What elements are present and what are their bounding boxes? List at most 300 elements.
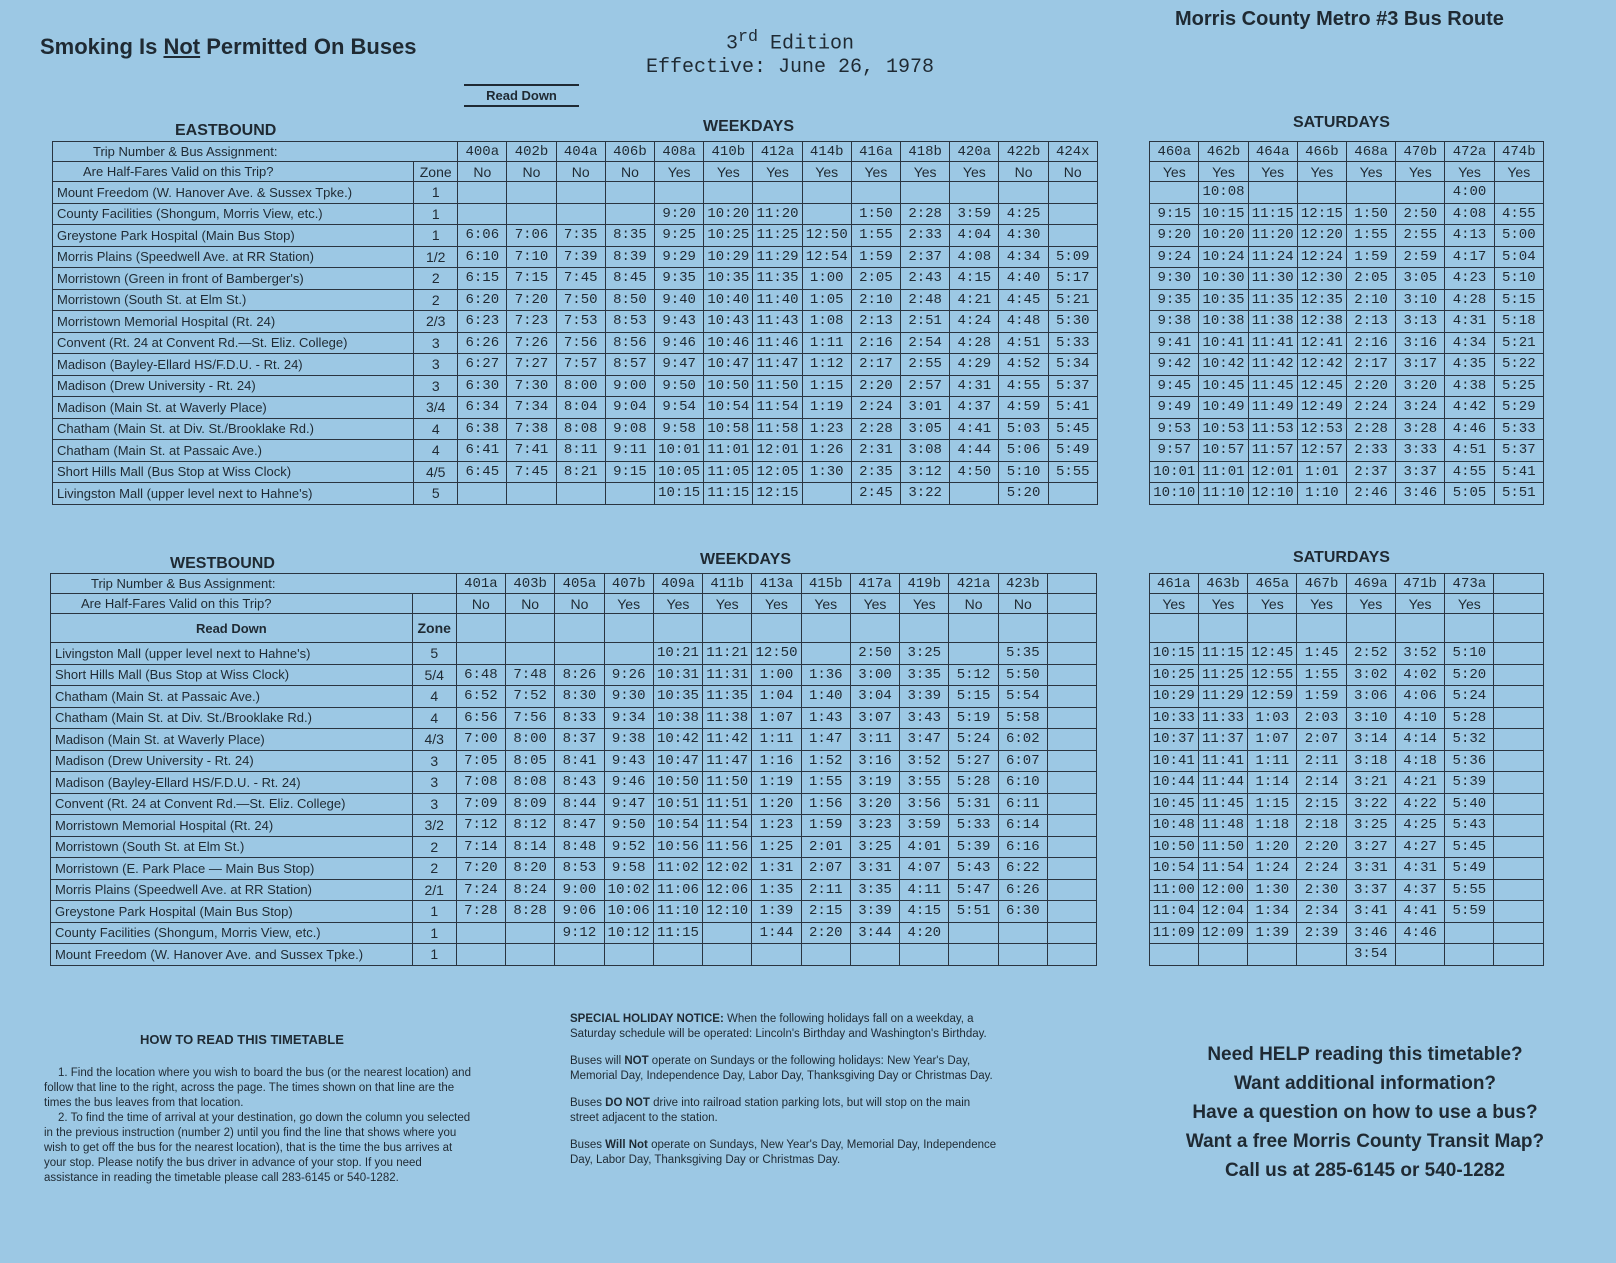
halffare-label: Are Half-Fares Valid on this Trip? (53, 162, 414, 182)
weekday-time: 8:37 (555, 729, 604, 751)
saturday-time: 4:31 (1395, 858, 1444, 880)
weekday-time: 3:23 (850, 815, 899, 837)
weekday-time: 2:45 (851, 483, 900, 505)
eastbound-label: EASTBOUND (175, 122, 277, 139)
trip-number: 406b (605, 142, 654, 162)
saturday-time: 3:10 (1346, 707, 1395, 729)
weekday-time: 1:31 (752, 858, 801, 880)
notice-sundays-pre: Buses will (570, 1055, 625, 1067)
weekday-time (506, 643, 555, 665)
weekday-time: 7:48 (506, 664, 555, 686)
weekday-time: 9:29 (655, 246, 704, 268)
westbound-weekdays-label: WEEKDAYS (700, 551, 791, 568)
saturday-time: 4:35 (1445, 354, 1494, 376)
saturday-time: 2:10 (1347, 289, 1396, 311)
weekday-time (1048, 203, 1097, 225)
weekday-time: 5:20 (999, 483, 1048, 505)
saturday-time: 10:25 (1149, 664, 1198, 686)
weekday-time: 5:06 (999, 440, 1048, 462)
stop-zone: 3 (414, 332, 458, 354)
saturday-time (1494, 922, 1544, 944)
weekday-time (1047, 901, 1096, 923)
weekday-time (801, 944, 850, 966)
notice-sundays-text: operate on Sundays or the following holidays: New Year's Day, Memorial Day, Independence Day, Labor Day, Thanksgiving Day or Christmas Day. (570, 1055, 993, 1082)
weekday-time: 4:04 (950, 225, 999, 247)
weekday-time: 4:08 (950, 246, 999, 268)
saturday-time (1494, 729, 1544, 751)
weekday-time: 10:06 (604, 901, 653, 923)
column-gap (1097, 664, 1149, 686)
column-gap (1097, 289, 1149, 311)
weekday-time: 12:50 (752, 643, 801, 665)
halffare-value: Yes (1149, 594, 1198, 614)
eastbound-saturdays-label: SATURDAYS (1293, 114, 1390, 131)
stop-name: Morristown (E. Park Place — Main Bus Stop) (51, 858, 413, 880)
westbound-label: WESTBOUND (170, 555, 275, 572)
weekday-time: 9:35 (655, 268, 704, 290)
weekday-time: 11:46 (753, 332, 802, 354)
weekday-time: 11:10 (653, 901, 702, 923)
empty-cell (1047, 614, 1096, 643)
weekday-time: 3:01 (901, 397, 950, 419)
stop-zone: 3 (412, 793, 456, 815)
stop-zone: 2 (412, 836, 456, 858)
saturday-time: 2:50 (1396, 203, 1445, 225)
weekday-time: 1:59 (851, 246, 900, 268)
trip-number: 411b (703, 574, 752, 594)
weekday-time (605, 203, 654, 225)
trip-number: 412a (753, 142, 802, 162)
trip-number: 414b (802, 142, 851, 162)
weekday-time: 5:15 (949, 686, 998, 708)
weekday-time: 10:51 (653, 793, 702, 815)
weekday-time: 7:34 (507, 397, 556, 419)
weekday-time: 3:39 (900, 686, 949, 708)
saturday-time: 1:50 (1347, 203, 1396, 225)
saturday-time: 2:16 (1347, 332, 1396, 354)
weekday-time: 5:09 (1048, 246, 1097, 268)
weekday-time (1048, 483, 1097, 505)
weekday-time: 5:54 (998, 686, 1047, 708)
stop-name: Greystone Park Hospital (Main Bus Stop) (51, 901, 413, 923)
weekday-time: 6:15 (458, 268, 507, 290)
saturday-time: 5:59 (1445, 901, 1494, 923)
halffare-label: Are Half-Fares Valid on this Trip? (51, 594, 413, 614)
empty-cell (998, 614, 1047, 643)
saturday-time: 2:14 (1297, 772, 1346, 794)
weekday-time: 3:35 (850, 879, 899, 901)
weekday-time: 1:52 (801, 750, 850, 772)
trip-label: Trip Number & Bus Assignment: (51, 574, 457, 594)
weekday-time: 9:38 (604, 729, 653, 751)
saturday-time: 4:02 (1395, 664, 1444, 686)
weekday-time: 4:25 (999, 203, 1048, 225)
weekday-time: 1:16 (752, 750, 801, 772)
trip-number: 401a (456, 574, 505, 594)
weekday-time: 7:09 (456, 793, 505, 815)
saturday-time: 1:45 (1297, 643, 1346, 665)
weekday-time: 3:52 (900, 750, 949, 772)
column-gap (1097, 707, 1149, 729)
saturday-time: 10:33 (1149, 707, 1198, 729)
halffare-value: Yes (1347, 162, 1396, 182)
saturday-time: 4:37 (1395, 879, 1444, 901)
saturday-time: 12:10 (1248, 483, 1297, 505)
column-gap (1097, 162, 1149, 182)
weekday-time: 1:44 (752, 922, 801, 944)
saturday-time: 4:41 (1395, 901, 1444, 923)
read-down-row (51, 614, 1544, 643)
weekday-time: 7:12 (456, 815, 505, 837)
weekday-time (507, 483, 556, 505)
saturday-time: 2:52 (1346, 643, 1395, 665)
notice-holidays-text: operate on Sundays, New Year's Day, Memorial Day, Independence Day, Labor Day, Thanksgiving Day or Christmas Day. (570, 1139, 997, 1166)
stop-name: Madison (Main St. at Waverly Place) (51, 729, 413, 751)
saturday-time: 12:01 (1248, 461, 1297, 483)
saturday-time: 1:01 (1297, 461, 1346, 483)
saturday-time: 11:48 (1198, 815, 1247, 837)
saturday-time: 10:35 (1199, 289, 1248, 311)
notice-holidays-bold: Will Not (605, 1139, 648, 1151)
stop-zone: 4 (412, 686, 456, 708)
saturday-time: 1:11 (1248, 750, 1297, 772)
weekday-time (1047, 879, 1096, 901)
weekday-time: 7:45 (507, 461, 556, 483)
weekday-time: 1:05 (802, 289, 851, 311)
weekday-time: 8:12 (506, 815, 555, 837)
saturday-time: 4:00 (1445, 182, 1494, 204)
weekday-time: 7:24 (456, 879, 505, 901)
saturday-time (1347, 182, 1396, 204)
saturday-time: 12:59 (1248, 686, 1297, 708)
weekday-time: 8:45 (605, 268, 654, 290)
weekday-time: 8:33 (555, 707, 604, 729)
saturday-time: 2:05 (1347, 268, 1396, 290)
saturday-time (1494, 750, 1544, 772)
saturday-time: 2:13 (1347, 311, 1396, 333)
weekday-time: 8:39 (605, 246, 654, 268)
weekday-time: 9:46 (655, 332, 704, 354)
weekday-time: 2:20 (801, 922, 850, 944)
halffare-value: Yes (850, 594, 899, 614)
trip-number: 413a (752, 574, 801, 594)
halffare-value: Yes (604, 594, 653, 614)
saturday-time: 10:08 (1199, 182, 1248, 204)
halffare-row (51, 594, 1544, 614)
weekday-time: 4:20 (900, 922, 949, 944)
halffare-value: Yes (1445, 594, 1494, 614)
weekday-time (556, 203, 605, 225)
stop-row (51, 879, 1544, 901)
weekday-time: 10:12 (604, 922, 653, 944)
trip-number: 464a (1248, 142, 1297, 162)
weekday-time: 7:57 (556, 354, 605, 376)
saturday-time: 4:17 (1445, 246, 1494, 268)
saturday-time: 10:50 (1149, 836, 1198, 858)
saturday-time: 12:00 (1198, 879, 1247, 901)
saturday-time: 11:24 (1248, 246, 1297, 268)
weekday-time: 3:39 (850, 901, 899, 923)
weekday-time (1047, 729, 1096, 751)
empty-cell (1346, 614, 1395, 643)
saturday-time: 5:49 (1445, 858, 1494, 880)
weekday-time: 3:22 (901, 483, 950, 505)
weekday-time: 7:35 (556, 225, 605, 247)
saturday-time: 9:42 (1150, 354, 1199, 376)
weekday-time: 5:41 (1048, 397, 1097, 419)
weekday-time: 2:10 (851, 289, 900, 311)
saturday-time: 1:18 (1248, 815, 1297, 837)
saturday-time (1297, 944, 1346, 966)
notice-parking (570, 1096, 1002, 1126)
weekday-time: 10:50 (653, 772, 702, 794)
saturday-time: 2:20 (1347, 375, 1396, 397)
weekday-time (1047, 836, 1096, 858)
weekday-time: 4:07 (900, 858, 949, 880)
help-line-3: Have a question on how to use a bus? (1192, 1102, 1538, 1123)
stop-zone: 5 (412, 643, 456, 665)
weekday-time (1047, 707, 1096, 729)
weekday-time: 7:15 (507, 268, 556, 290)
saturday-time: 5:45 (1445, 836, 1494, 858)
stop-name: Morristown Memorial Hospital (Rt. 24) (53, 311, 414, 333)
stop-row (53, 375, 1544, 397)
stop-row (53, 289, 1544, 311)
stop-zone: 1 (414, 203, 458, 225)
halffare-value: No (556, 162, 605, 182)
saturday-time: 3:28 (1396, 418, 1445, 440)
saturday-time: 3:37 (1346, 879, 1395, 901)
saturday-time: 1:10 (1297, 483, 1346, 505)
saturday-time: 2:59 (1396, 246, 1445, 268)
weekday-time: 9:46 (604, 772, 653, 794)
weekday-time: 4:30 (999, 225, 1048, 247)
weekday-time: 5:51 (949, 901, 998, 923)
weekday-time: 9:50 (655, 375, 704, 397)
notice-holidays (570, 1138, 1002, 1168)
weekday-time: 6:26 (998, 879, 1047, 901)
weekday-time: 7:38 (507, 418, 556, 440)
saturday-time: 2:15 (1297, 793, 1346, 815)
saturday-time: 2:37 (1347, 461, 1396, 483)
weekday-time: 10:40 (704, 289, 753, 311)
weekday-time: 8:50 (605, 289, 654, 311)
stop-name: Morris Plains (Speedwell Ave. at RR Station) (53, 246, 414, 268)
weekday-time: 7:08 (456, 772, 505, 794)
empty-cell (506, 614, 555, 643)
weekday-time: 2:11 (801, 879, 850, 901)
weekday-time: 4:34 (999, 246, 1048, 268)
trip-number: 420a (950, 142, 999, 162)
weekday-time: 10:43 (704, 311, 753, 333)
trip-number: 407b (604, 574, 653, 594)
column-gap (1097, 944, 1149, 966)
zone-cell (412, 594, 456, 614)
stop-name: Livingston Mall (upper level next to Hahne's) (53, 483, 414, 505)
edition-number: 3 (725, 32, 738, 56)
stop-zone: 2/1 (412, 879, 456, 901)
weekday-time: 8:14 (506, 836, 555, 858)
weekday-time: 1:55 (801, 772, 850, 794)
weekday-time: 2:35 (851, 461, 900, 483)
saturday-time: 4:10 (1395, 707, 1444, 729)
weekday-time: 2:07 (801, 858, 850, 880)
notice-parking-bold: DO NOT (605, 1097, 650, 1109)
saturday-time: 3:21 (1346, 772, 1395, 794)
saturday-time (1494, 772, 1544, 794)
stop-row (53, 203, 1544, 225)
halffare-value: No (507, 162, 556, 182)
smoking-pre: Smoking Is (40, 34, 164, 59)
stop-zone: 3 (412, 750, 456, 772)
stop-row (53, 268, 1544, 290)
notice-parking-text: drive into railroad station parking lots, but will stop on the main street adjacent to the station. (570, 1097, 971, 1124)
halffare-value (1494, 594, 1544, 614)
saturday-time: 4:14 (1395, 729, 1444, 751)
halffare-value: Yes (950, 162, 999, 182)
empty-cell (949, 614, 998, 643)
stop-row (53, 246, 1544, 268)
saturday-time: 3:25 (1346, 815, 1395, 837)
weekday-time: 9:47 (604, 793, 653, 815)
column-gap (1097, 246, 1149, 268)
trip-number: 405a (555, 574, 604, 594)
weekday-time: 9:11 (605, 440, 654, 462)
weekday-time (1047, 793, 1096, 815)
weekday-time: 3:20 (850, 793, 899, 815)
halffare-value: Yes (851, 162, 900, 182)
saturday-time: 11:41 (1248, 332, 1297, 354)
saturday-time: 5:05 (1445, 483, 1494, 505)
stop-name: Morristown (South St. at Elm St.) (51, 836, 413, 858)
stop-row (53, 225, 1544, 247)
notice-holiday-heading: SPECIAL HOLIDAY NOTICE: (570, 1013, 724, 1025)
stop-row (53, 354, 1544, 376)
weekday-time: 7:14 (456, 836, 505, 858)
saturday-time: 11:57 (1248, 440, 1297, 462)
saturday-time: 3:46 (1346, 922, 1395, 944)
weekday-time: 6:22 (998, 858, 1047, 880)
weekday-time: 6:16 (998, 836, 1047, 858)
weekday-time: 7:00 (456, 729, 505, 751)
trip-label: Trip Number & Bus Assignment: (53, 142, 458, 162)
weekday-time: 3:08 (901, 440, 950, 462)
notice-sundays-bold: NOT (624, 1055, 649, 1067)
empty-cell (555, 614, 604, 643)
weekday-time: 11:20 (753, 203, 802, 225)
saturday-time: 3:31 (1346, 858, 1395, 880)
stop-zone: 1 (412, 922, 456, 944)
saturday-time: 2:24 (1347, 397, 1396, 419)
weekday-time: 10:05 (655, 461, 704, 483)
weekday-time: 11:06 (653, 879, 702, 901)
weekday-time: 9:40 (655, 289, 704, 311)
saturday-time (1494, 664, 1544, 686)
weekday-time: 3:00 (850, 664, 899, 686)
weekday-time: 2:54 (901, 332, 950, 354)
saturday-time: 5:29 (1494, 397, 1543, 419)
stop-row (53, 461, 1544, 483)
weekday-time: 7:41 (507, 440, 556, 462)
saturday-time: 1:20 (1248, 836, 1297, 858)
saturday-time (1297, 182, 1346, 204)
saturday-time: 3:10 (1396, 289, 1445, 311)
saturday-time: 5:28 (1445, 707, 1494, 729)
weekday-time: 2:57 (901, 375, 950, 397)
weekday-time (752, 944, 801, 966)
weekday-time (605, 182, 654, 204)
stop-name: Madison (Bayley-Ellard HS/F.D.U. - Rt. 24) (53, 354, 414, 376)
weekday-time: 9:52 (604, 836, 653, 858)
weekday-time: 10:01 (655, 440, 704, 462)
trip-number: 471b (1395, 574, 1444, 594)
weekday-time: 3:16 (850, 750, 899, 772)
saturday-time: 12:57 (1297, 440, 1346, 462)
weekday-time: 5:50 (998, 664, 1047, 686)
weekday-time: 4:44 (950, 440, 999, 462)
weekday-time: 9:12 (555, 922, 604, 944)
saturday-time: 4:28 (1445, 289, 1494, 311)
notice-holidays-pre: Buses (570, 1139, 606, 1151)
help-block (1130, 1040, 1600, 1185)
saturday-time: 12:41 (1297, 332, 1346, 354)
weekday-time: 11:42 (703, 729, 752, 751)
stop-row (51, 944, 1544, 966)
column-gap (1097, 793, 1149, 815)
saturday-time: 2:39 (1297, 922, 1346, 944)
saturday-time (1494, 858, 1544, 880)
saturday-time (1395, 944, 1444, 966)
weekday-time: 1:23 (752, 815, 801, 837)
column-gap (1097, 397, 1149, 419)
weekday-time: 7:05 (456, 750, 505, 772)
stop-name: Chatham (Main St. at Div. St./Brooklake Rd.) (53, 418, 414, 440)
stop-row (51, 815, 1544, 837)
stop-zone: 5/4 (412, 664, 456, 686)
weekday-time: 12:15 (753, 483, 802, 505)
saturday-time: 10:15 (1149, 643, 1198, 665)
saturday-time: 2:28 (1347, 418, 1396, 440)
weekday-time: 12:05 (753, 461, 802, 483)
halffare-value: No (999, 162, 1048, 182)
stop-name: Morristown (Green in front of Bamberger's) (53, 268, 414, 290)
stop-zone: 1 (414, 182, 458, 204)
saturday-time: 11:45 (1198, 793, 1247, 815)
saturday-time (1494, 944, 1544, 966)
stop-zone: 3/4 (414, 397, 458, 419)
weekday-time: 8:00 (556, 375, 605, 397)
saturday-time: 4:31 (1445, 311, 1494, 333)
weekday-time: 5:17 (1048, 268, 1097, 290)
trip-number: 472a (1445, 142, 1494, 162)
weekday-time: 11:35 (753, 268, 802, 290)
weekday-time: 8:48 (555, 836, 604, 858)
edition-block (590, 28, 990, 79)
weekday-time: 11:15 (653, 922, 702, 944)
saturday-time: 4:06 (1395, 686, 1444, 708)
weekday-time: 8:56 (605, 332, 654, 354)
weekday-time: 1:55 (851, 225, 900, 247)
weekday-time: 5:19 (949, 707, 998, 729)
weekday-time: 9:58 (655, 418, 704, 440)
weekday-time: 5:39 (949, 836, 998, 858)
weekday-time: 12:10 (703, 901, 752, 923)
weekday-time: 5:03 (999, 418, 1048, 440)
saturday-time (1445, 944, 1494, 966)
saturday-time: 11:30 (1248, 268, 1297, 290)
edition-word: Edition (758, 32, 855, 56)
saturday-time: 11:54 (1198, 858, 1247, 880)
